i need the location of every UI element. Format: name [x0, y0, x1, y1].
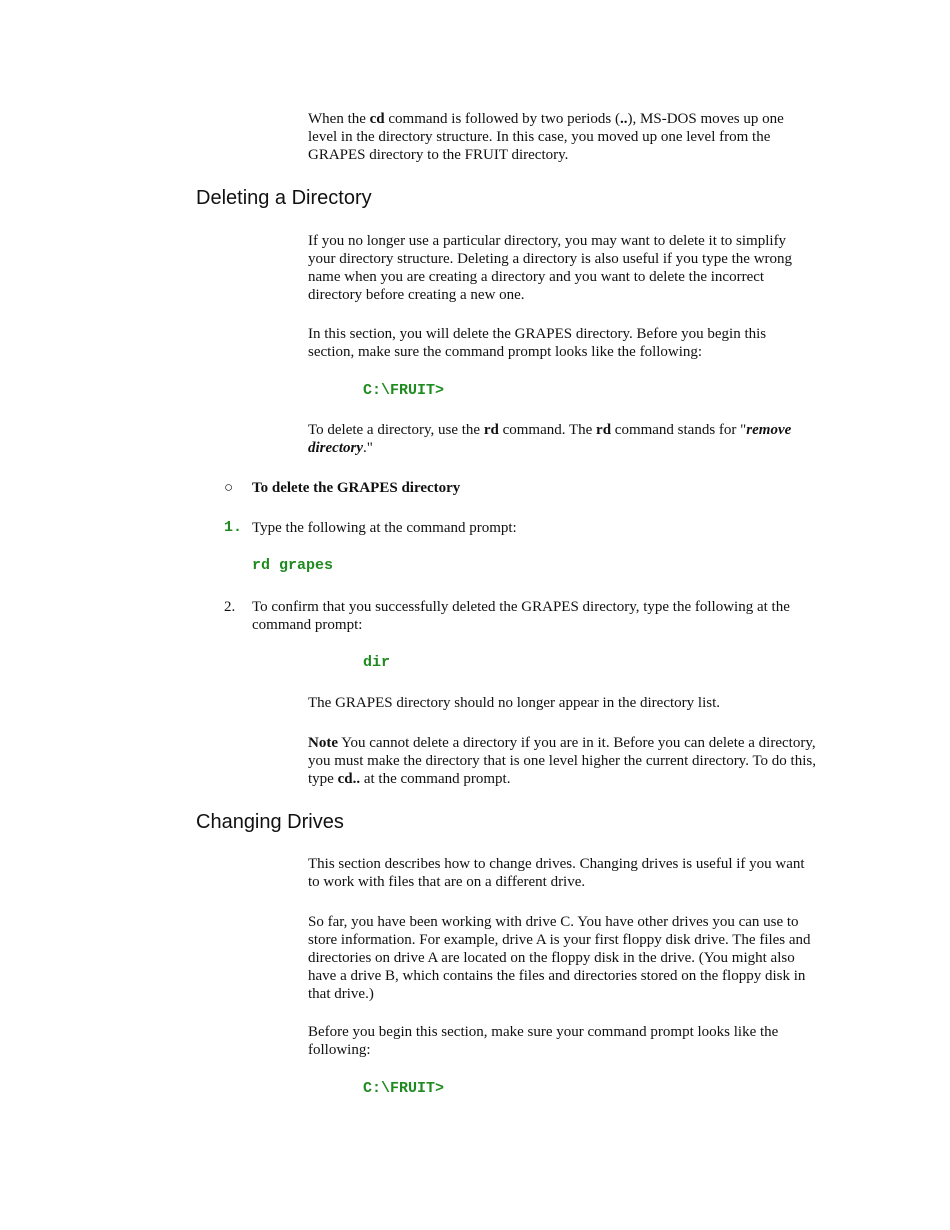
step-2-command: dir	[363, 654, 391, 671]
para-text: command. The	[498, 422, 597, 438]
step-1-text: Type the following at the command prompt:	[252, 520, 517, 536]
step-number-1: 1.	[224, 519, 243, 536]
section-heading-deleting: Deleting a Directory	[196, 187, 372, 209]
dots-keyword: ..	[620, 111, 628, 127]
step-1-command: rd grapes	[252, 557, 334, 574]
command-prompt-example-2: C:\FRUIT>	[363, 1080, 445, 1097]
deleting-paragraph-3	[308, 421, 816, 457]
note-paragraph	[308, 734, 816, 788]
procedure-title-text: To delete the GRAPES directory	[252, 480, 461, 496]
note-label: Note	[308, 735, 338, 751]
changing-paragraph-2: So far, you have been working with drive C. You have other drives you can use to store information. For example, drive A is your first floppy disk drive. The files and directories on drive A are located on the floppy disk in the drive. (You might also have a drive B, which contains the files and directories stored on the floppy disk in that drive.)	[308, 914, 811, 1002]
para-text: command stands for "	[611, 422, 747, 438]
step-2-text: To confirm that you successfully deleted the GRAPES directory, type the following at the command prompt:	[252, 599, 790, 633]
note-text: You cannot delete a directory if you are in it. Before you can delete a directory, you must make the directory that is one level higher the current directory. To do this, type	[308, 735, 816, 787]
cd-keyword: cd	[369, 111, 385, 127]
rd-keyword: rd	[483, 422, 499, 438]
cd-dots-keyword: cd..	[337, 771, 361, 787]
intro-text: When the	[308, 111, 370, 127]
note-text: at the command prompt.	[360, 771, 511, 787]
changing-paragraph-3: Before you begin this section, make sure your command prompt looks like the following:	[308, 1024, 779, 1058]
emphasis-remove-directory: remove directory	[308, 422, 792, 456]
para-text: ."	[362, 440, 373, 456]
intro-paragraph	[308, 110, 816, 164]
command-prompt-example: C:\FRUIT>	[363, 382, 445, 399]
rd-keyword: rd	[596, 422, 612, 438]
deleting-paragraph-2: In this section, you will delete the GRAPES directory. Before you begin this section, make sure the command prompt looks like the following:	[308, 326, 767, 360]
deleting-paragraph-1: If you no longer use a particular directory, you may want to delete it to simplify your directory structure. Deleting a directory is also useful if you type the wrong name when you are creating a directory and you want to delete the incorrect directory before creating a new one.	[308, 233, 793, 303]
procedure-bullet-icon: ○	[224, 480, 234, 496]
intro-text: command is followed by two periods (	[384, 111, 621, 127]
deleting-paragraph-4: The GRAPES directory should no longer appear in the directory list.	[308, 695, 720, 711]
para-text: To delete a directory, use the	[308, 422, 484, 438]
procedure-title	[252, 479, 816, 497]
section-heading-changing-drives: Changing Drives	[196, 811, 344, 833]
changing-paragraph-1: This section describes how to change drives. Changing drives is useful if you want to work with files that are on a different drive.	[308, 856, 805, 890]
intro-text: ), MS-DOS moves up one level in the directory structure. In this case, you moved up one level from the GRAPES directory to the FRUIT directory.	[308, 111, 784, 163]
step-number-2: 2.	[224, 599, 236, 615]
